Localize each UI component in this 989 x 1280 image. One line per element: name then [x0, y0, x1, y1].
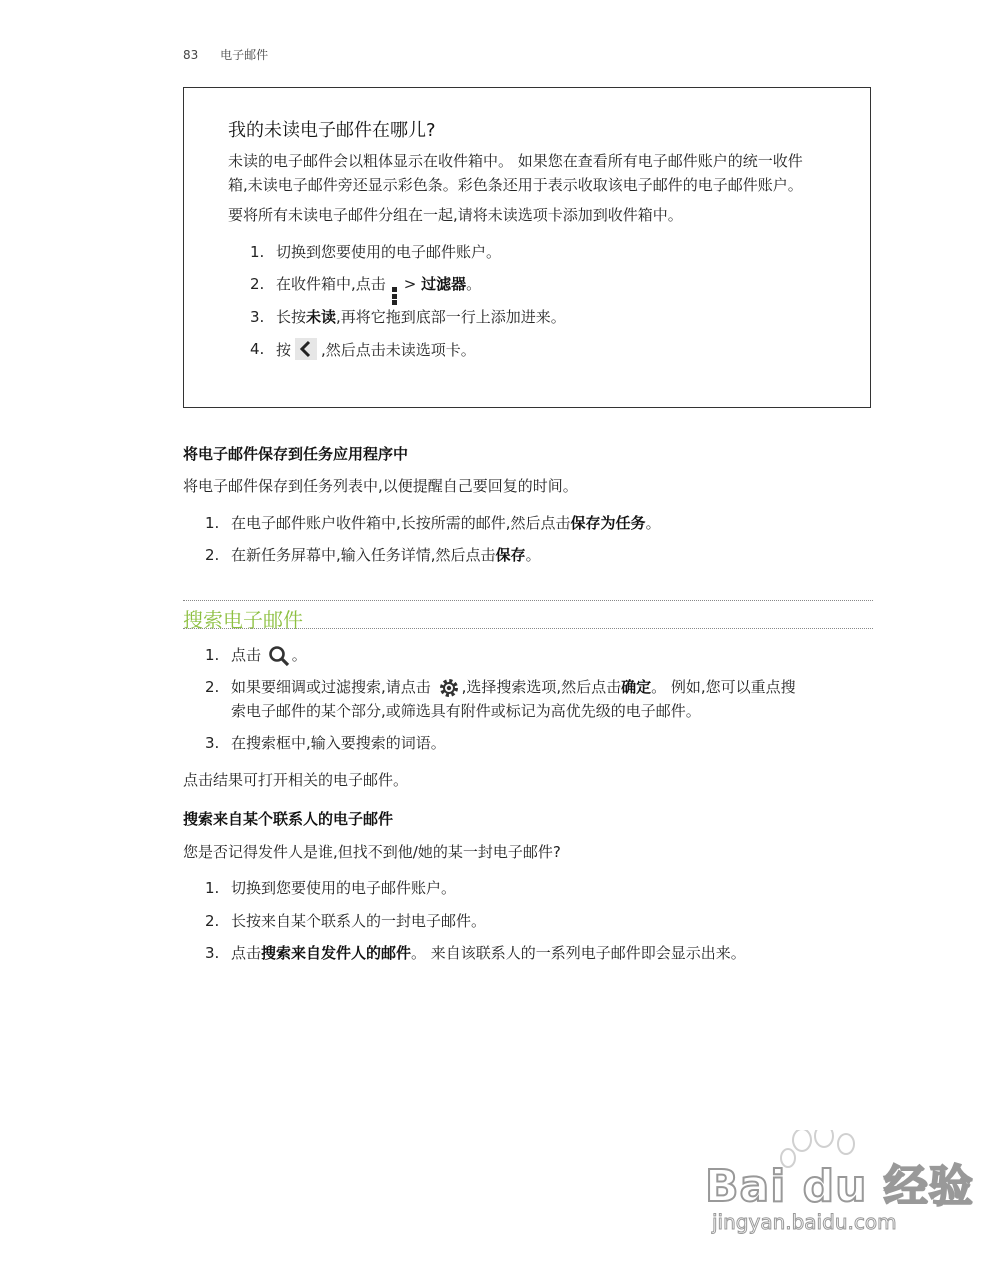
step-text: 长按来自某个联系人的一封电子邮件。 — [231, 912, 487, 930]
save-task-heading: 将电子邮件保存到任务应用程序中 — [183, 445, 409, 463]
step-text-post: ,再将它拖到底部一行上添加进来。 — [336, 308, 566, 326]
list-item — [205, 676, 885, 732]
step-text — [231, 942, 746, 964]
list-item — [205, 732, 885, 764]
list-item — [250, 338, 850, 370]
step-number: 1. — [205, 879, 220, 897]
step-text-post: 。 — [466, 275, 482, 293]
section-rule-bottom — [183, 628, 873, 629]
step-text-pre: 点击 — [231, 646, 262, 664]
step-text: 在搜索框中,输入要搜索的词语。 — [231, 734, 446, 752]
step-text — [231, 644, 307, 667]
save-task-steps — [205, 512, 865, 576]
step-text-pre: 在电子邮件账户收件箱中,长按所需的邮件,然后点击 — [231, 514, 571, 532]
step-text — [231, 512, 661, 534]
list-item — [205, 544, 865, 576]
list-item — [250, 273, 850, 306]
step-text-mid: ,选择搜索选项,然后点击 — [461, 678, 622, 696]
list-item — [250, 306, 850, 338]
header-section: 电子邮件 — [220, 48, 269, 62]
step-text-bold: 确定 — [621, 678, 652, 696]
search-section-title: 搜索电子邮件 — [183, 608, 303, 632]
search-result-note: 点击结果可打开相关的电子邮件。 — [183, 771, 409, 789]
step-number: 1. — [250, 243, 265, 261]
step-number: 3. — [205, 734, 220, 752]
tip-box-para1-line1: 未读的电子邮件会以粗体显示在收件箱中。 如果您在查看所有电子邮件账户的统一收件 — [228, 152, 803, 170]
step-number: 2. — [250, 275, 265, 293]
step-number: 1. — [205, 514, 220, 532]
tip-box-paragraph-1 — [228, 149, 858, 197]
step-text-separator: > — [403, 275, 417, 293]
back-icon — [295, 338, 317, 360]
watermark-url: jingyan.baidu.com — [712, 1210, 897, 1234]
list-item — [205, 910, 885, 942]
step-text-post: ,然后点击未读选项卡。 — [321, 341, 476, 359]
step-number: 2. — [205, 678, 220, 696]
step-number: 3. — [205, 944, 220, 962]
step-text-line2: 索电子邮件的某个部分,或筛选具有附件或标记为高优先级的电子邮件。 — [231, 702, 701, 720]
section-rule-top — [183, 600, 873, 601]
step-text-pre: 长按 — [276, 308, 307, 326]
tip-box — [183, 87, 871, 408]
step-number: 3. — [250, 308, 265, 326]
tip-box-steps — [250, 241, 850, 370]
list-item — [205, 644, 885, 676]
page-header — [183, 46, 268, 63]
step-text-bold: 搜索来自发件人的邮件 — [261, 944, 412, 962]
list-item — [205, 942, 885, 974]
step-number: 4. — [250, 340, 265, 358]
step-text — [231, 676, 796, 699]
step-text-pre: 在收件箱中,点击 — [276, 275, 386, 293]
step-text: 切换到您要使用的电子邮件账户。 — [231, 879, 457, 897]
search-contact-intro: 您是否记得发件人是谁,但找不到他/她的某一封电子邮件? — [183, 843, 561, 861]
step-text-bold: 保存 — [495, 546, 526, 564]
step-text-pre: 点击 — [231, 944, 262, 962]
step-text-post: 。 — [645, 514, 661, 532]
search-contact-heading: 搜索来自某个联系人的电子邮件 — [183, 810, 394, 828]
page-number: 83 — [183, 48, 199, 62]
step-text-post: 。 — [525, 546, 541, 564]
step-text-bold: 过滤器 — [421, 275, 467, 293]
step-text-post: 。 来自该联系人的一系列电子邮件即会显示出来。 — [411, 944, 746, 962]
search-icon — [268, 645, 290, 667]
more-menu-icon — [392, 287, 398, 305]
gear-icon — [438, 677, 460, 699]
list-item — [250, 241, 850, 273]
search-steps — [205, 644, 885, 764]
step-text-pre: 如果要细调或过滤搜索,请点击 — [231, 678, 431, 696]
step-text: 切换到您要使用的电子邮件账户。 — [276, 243, 502, 261]
step-text — [276, 306, 566, 328]
step-text-pre: 按 — [276, 341, 292, 359]
tip-box-title: 我的未读电子邮件在哪儿? — [228, 120, 436, 141]
step-text-bold: 未读 — [306, 308, 337, 326]
step-text — [231, 544, 541, 566]
step-text — [276, 338, 476, 361]
list-item — [205, 877, 885, 910]
step-number: 2. — [205, 546, 220, 564]
step-text-post: 。 — [291, 646, 307, 664]
watermark-brand: Bai du 经验 — [705, 1161, 974, 1212]
step-number: 1. — [205, 646, 220, 664]
step-number: 2. — [205, 912, 220, 930]
tip-box-paragraph-2: 要将所有未读电子邮件分组在一起,请将未读选项卡添加到收件箱中。 — [228, 206, 683, 224]
tip-box-para1-line2: 箱,未读电子邮件旁还显示彩色条。彩色条还用于表示收取该电子邮件的电子邮件账户。 — [228, 176, 803, 194]
save-task-intro: 将电子邮件保存到任务列表中,以便提醒自己要回复的时间。 — [183, 477, 578, 495]
search-contact-steps — [205, 877, 885, 974]
step-text — [276, 273, 481, 305]
step-text-bold: 保存为任务 — [570, 514, 646, 532]
step-text-pre: 在新任务屏幕中,输入任务详情,然后点击 — [231, 546, 496, 564]
step-text-post: 。 例如,您可以重点搜 — [651, 678, 796, 696]
list-item — [205, 512, 865, 544]
